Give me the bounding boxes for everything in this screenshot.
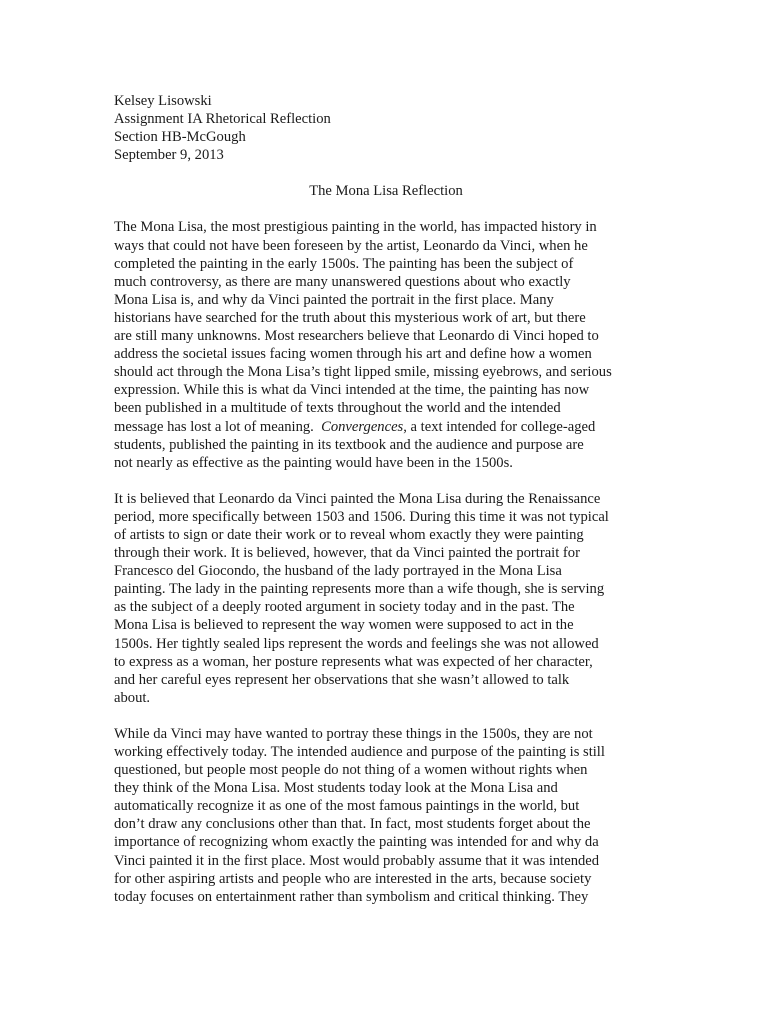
text-line: to express as a woman, her posture represents what was expected of her character,	[114, 653, 593, 670]
text-line: automatically recognize it as one of the most famous paintings in the world, but	[114, 798, 580, 815]
document-body	[114, 92, 658, 924]
text-line: of artists to sign or date their work or to reveal whom exactly they were painting	[114, 526, 584, 543]
text-line: expression. While this is what da Vinci intended at the time, the painting has now	[114, 382, 590, 399]
text-line: importance of recognizing whom exactly the painting was intended for and why da	[114, 834, 599, 851]
text-line: are still many unknowns. Most researchers believe that Leonardo di Vinci hoped to	[114, 328, 599, 345]
text-line: as the subject of a deeply rooted argument in society today and in the past. The	[114, 599, 575, 616]
text-line: today focuses on entertainment rather than symbolism and critical thinking. They	[114, 888, 589, 905]
author-name: Kelsey Lisowski	[114, 93, 212, 109]
text-line: It is believed that Leonardo da Vinci painted the Mona Lisa during the Renaissance	[114, 490, 601, 507]
text-line: Mona Lisa is, and why da Vinci painted the portrait in the first place. Many	[114, 291, 554, 308]
header-block	[114, 92, 658, 164]
text-line: period, more specifically between 1503 and 1506. During this time it was not typical	[114, 508, 609, 525]
text-line: While da Vinci may have wanted to portray these things in the 1500s, they are not	[114, 725, 593, 742]
paragraph-3	[114, 725, 658, 906]
document-date: September 9, 2013	[114, 147, 224, 164]
text-line: about.	[114, 689, 151, 706]
text-line: painting. The lady in the painting represents more than a wife though, she is serving	[114, 581, 605, 598]
text-line	[114, 418, 658, 436]
text-line: Mona Lisa is believed to represent the way women were supposed to act in the	[114, 617, 574, 634]
text-line: don’t draw any conclusions other than that. In fact, most students forget about the	[114, 816, 591, 833]
text-line: not nearly as effective as the painting would have been in the 1500s.	[114, 454, 513, 471]
text-line: through their work. It is believed, however, that da Vinci painted the portrait for	[114, 545, 580, 562]
text-line: much controversy, as there are many unanswered questions about who exactly	[114, 273, 571, 290]
text-line: been published in a multitude of texts throughout the world and the intended	[114, 400, 561, 417]
paragraph-2	[114, 490, 658, 707]
assignment-name: Assignment IA Rhetorical Reflection	[114, 111, 331, 128]
text-segment: message has lost a lot of meaning.	[114, 418, 322, 435]
text-line: students, published the painting in its textbook and the audience and purpose are	[114, 436, 584, 453]
text-line: and her careful eyes represent her observations that she wasn’t allowed to talk	[114, 671, 570, 688]
paragraph-1	[114, 218, 658, 471]
text-line: questioned, but people most people do not thing of a women without rights when	[114, 762, 588, 779]
text-line: The Mona Lisa, the most prestigious painting in the world, has impacted history in	[114, 219, 597, 236]
text-line: for other aspiring artists and people who are interested in the arts, because society	[114, 870, 592, 887]
section-name: Section HB-McGough	[114, 129, 246, 146]
book-title-italic: Convergences	[321, 418, 404, 435]
text-line: they think of the Mona Lisa. Most students today look at the Mona Lisa and	[114, 780, 558, 797]
text-segment: , a text intended for college-aged	[403, 418, 596, 435]
text-line: 1500s. Her tightly sealed lips represent the words and feelings she was not allowed	[114, 635, 599, 652]
text-line: Vinci painted it in the first place. Most would probably assume that it was intended	[114, 852, 600, 869]
text-line: historians have searched for the truth about this mysterious work of art, but there	[114, 309, 586, 326]
text-line: should act through the Mona Lisa’s tight lipped smile, missing eyebrows, and serious	[114, 364, 612, 381]
text-line: ways that could not have been foreseen by the artist, Leonardo da Vinci, when he	[114, 237, 588, 254]
text-line: address the societal issues facing women through his art and define how a women	[114, 346, 592, 363]
text-line: working effectively today. The intended audience and purpose of the painting is still	[114, 744, 605, 760]
document-title: The Mona Lisa Reflection	[309, 183, 463, 200]
text-line: Francesco del Giocondo, the husband of the lady portrayed in the Mona Lisa	[114, 563, 562, 580]
text-line: completed the painting in the early 1500s. The painting has been the subject of	[114, 255, 574, 272]
